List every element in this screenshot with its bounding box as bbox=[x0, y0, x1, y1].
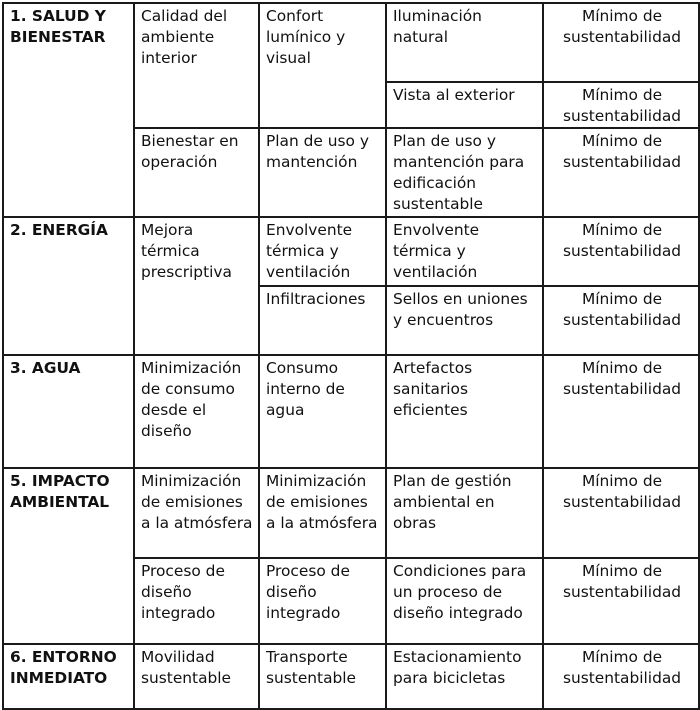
measure-cell: Sellos en uniones y encuentros bbox=[386, 286, 543, 355]
measure-cell: Vista al exterior bbox=[386, 82, 543, 128]
level-cell: Mínimo de sustentabilidad bbox=[543, 355, 699, 468]
sustainability-requirements-table bbox=[2, 2, 700, 710]
level-cell: Mínimo de sustentabilidad bbox=[543, 286, 699, 355]
table-row bbox=[3, 355, 699, 468]
section-cell: 3. AGUA bbox=[3, 355, 134, 468]
measure-cell: Artefactos sanitarios eficientes bbox=[386, 355, 543, 468]
measure-cell: Envolvente térmica y ventilación bbox=[386, 217, 543, 286]
table-row bbox=[3, 644, 699, 709]
level-cell: Mínimo de sustentabilidad bbox=[543, 3, 699, 82]
subcategory-cell: Envolvente térmica y ventilación bbox=[259, 217, 386, 286]
subcategory-cell: Plan de uso y mantención bbox=[259, 128, 386, 217]
category-cell: Bienestar en operación bbox=[134, 128, 259, 217]
category-cell: Minimización de emisiones a la atmósfera bbox=[134, 468, 259, 558]
measure-cell: Iluminación natural bbox=[386, 3, 543, 82]
section-cell: 6. ENTORNO INMEDIATO bbox=[3, 644, 134, 709]
table-row bbox=[3, 3, 699, 82]
measure-cell: Plan de gestión ambiental en obras bbox=[386, 468, 543, 558]
section-cell: 5. IMPACTO AMBIENTAL bbox=[3, 468, 134, 644]
category-cell: Calidad del ambiente interior bbox=[134, 3, 259, 128]
subcategory-cell: Proceso de diseño integrado bbox=[259, 558, 386, 644]
subcategory-cell: Infiltraciones bbox=[259, 286, 386, 355]
level-cell: Mínimo de sustentabilidad bbox=[543, 468, 699, 558]
level-cell: Mínimo de sustentabilidad bbox=[543, 644, 699, 709]
subcategory-cell: Confort lumínico y visual bbox=[259, 3, 386, 128]
subcategory-cell: Minimización de emisiones a la atmósfera bbox=[259, 468, 386, 558]
category-cell: Mejora térmica prescriptiva bbox=[134, 217, 259, 355]
category-cell: Minimización de consumo desde el diseño bbox=[134, 355, 259, 468]
section-cell: 2. ENERGÍA bbox=[3, 217, 134, 355]
subcategory-cell: Transporte sustentable bbox=[259, 644, 386, 709]
level-cell: Mínimo de sustentabilidad bbox=[543, 558, 699, 644]
table-row bbox=[3, 468, 699, 558]
section-cell: 1. SALUD Y BIENESTAR bbox=[3, 3, 134, 217]
level-cell: Mínimo de sustentabilidad bbox=[543, 217, 699, 286]
level-cell: Mínimo de sustentabilidad bbox=[543, 82, 699, 128]
table-row bbox=[3, 217, 699, 286]
category-cell: Proceso de diseño integrado bbox=[134, 558, 259, 644]
level-cell: Mínimo de sustentabilidad bbox=[543, 128, 699, 217]
subcategory-cell: Consumo interno de agua bbox=[259, 355, 386, 468]
measure-cell: Estacionamiento para bicicletas bbox=[386, 644, 543, 709]
category-cell: Movilidad sustentable bbox=[134, 644, 259, 709]
measure-cell: Condiciones para un proceso de diseño integrado bbox=[386, 558, 543, 644]
measure-cell: Plan de uso y mantención para edificación sustentable bbox=[386, 128, 543, 217]
